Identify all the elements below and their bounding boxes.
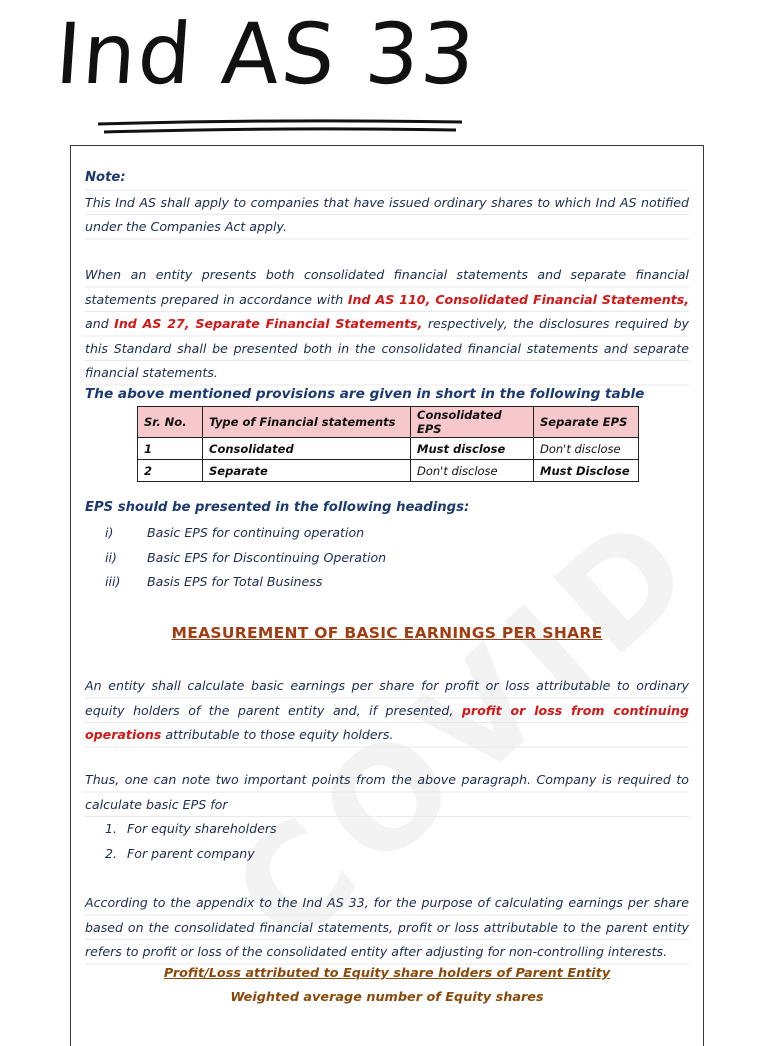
table-cell: 1 [138,438,203,460]
provisions-heading: The above mentioned provisions are given in short in the following table [85,386,645,402]
note-text: This Ind AS shall apply to companies that have issued ordinary shares to which Ind AS notified under the Companies Act apply. [85,194,689,234]
points-paragraph: Thus, one can note two important points from the above paragraph. Company is required to calculate basic EPS for [85,768,689,817]
table-row [138,460,639,482]
table-cell: Don't disclose [411,460,534,482]
consolidated-paragraph [85,263,689,386]
table-cell: Consolidated [203,438,411,460]
list-item-number: iii) [105,574,121,589]
note-block [85,166,689,240]
list-item [105,842,277,867]
list-item [105,521,386,546]
para2-part3: respectively, the disclosures required by this Standard shall be presented both in the consolidated financial statements and separate financial statements. [85,316,690,380]
para2-ref-ind-as-27: Ind AS 27, Separate Financial Statements, [114,316,423,331]
para3-part1: An entity shall calculate basic earnings per share for profit or loss attributable to ordinary equity holders of the parent entity and, if presented, [85,678,689,718]
para3-part2: attributable to those equity holders. [161,727,394,742]
list-item [105,570,386,595]
para2-part2: and [85,316,115,331]
table-cell: Separate [203,460,411,482]
table-cell: Don't disclose [534,438,639,460]
section-title: MEASUREMENT OF BASIC EARNINGS PER SHARE [171,624,603,642]
table-header-cell: Separate EPS [534,407,639,438]
list-item-text: Basic EPS for continuing operation [147,525,365,540]
list-item-number: i) [105,525,114,540]
table-header-cell: Type of Financial statements [203,407,411,438]
table-header-cell: Consolidated EPS [411,407,534,438]
list-item-text: For parent company [127,845,255,861]
formula-denominator: Weighted average number of Equity shares [230,990,544,1005]
table-header-row [138,407,639,438]
list-item-number: 1. [105,821,118,836]
list-item [105,546,386,571]
formula-numerator: Profit/Loss attributed to Equity share holders of Parent Entity [163,966,611,981]
basic-eps-paragraph [85,674,689,748]
table-cell: Must disclose [411,438,534,460]
eps-heading: EPS should be presented in the following headings: [85,500,470,515]
points-list [105,817,277,866]
list-item-number: ii) [105,549,117,565]
list-item-text: For equity shareholders [127,821,277,836]
list-item-number: 2. [105,845,118,861]
appendix-paragraph: According to the appendix to the Ind AS 33, for the purpose of calculating earnings per share based on the consolidated financial statements, profit or loss attributable to the parent entity refers to profit or loss of the consolidated entity after adjusting for non-controlling interests. [85,891,689,965]
para2-part1: When an entity presents both consolidated financial statements and separate financial statements prepared in accordance with [85,267,689,307]
page-title: Ind AS 33 [52,5,480,103]
list-item-text: Basis EPS for Total Business [147,574,323,589]
eps-headings-list [105,521,386,595]
eps-disclosure-table [137,406,639,482]
table-cell: 2 [138,460,203,482]
table-row [138,438,639,460]
para3-highlight: profit or loss from continuing operations [85,702,689,742]
title-underline [96,118,464,136]
note-label: Note: [85,170,126,185]
list-item [105,817,277,842]
table-header-cell: Sr. No. [138,407,203,438]
notes-page [70,145,704,1046]
list-item-text: Basic EPS for Discontinuing Operation [147,549,387,565]
table-cell: Must Disclose [534,460,639,482]
para2-ref-ind-as-110: Ind AS 110, Consolidated Financial Statements, [347,291,689,307]
